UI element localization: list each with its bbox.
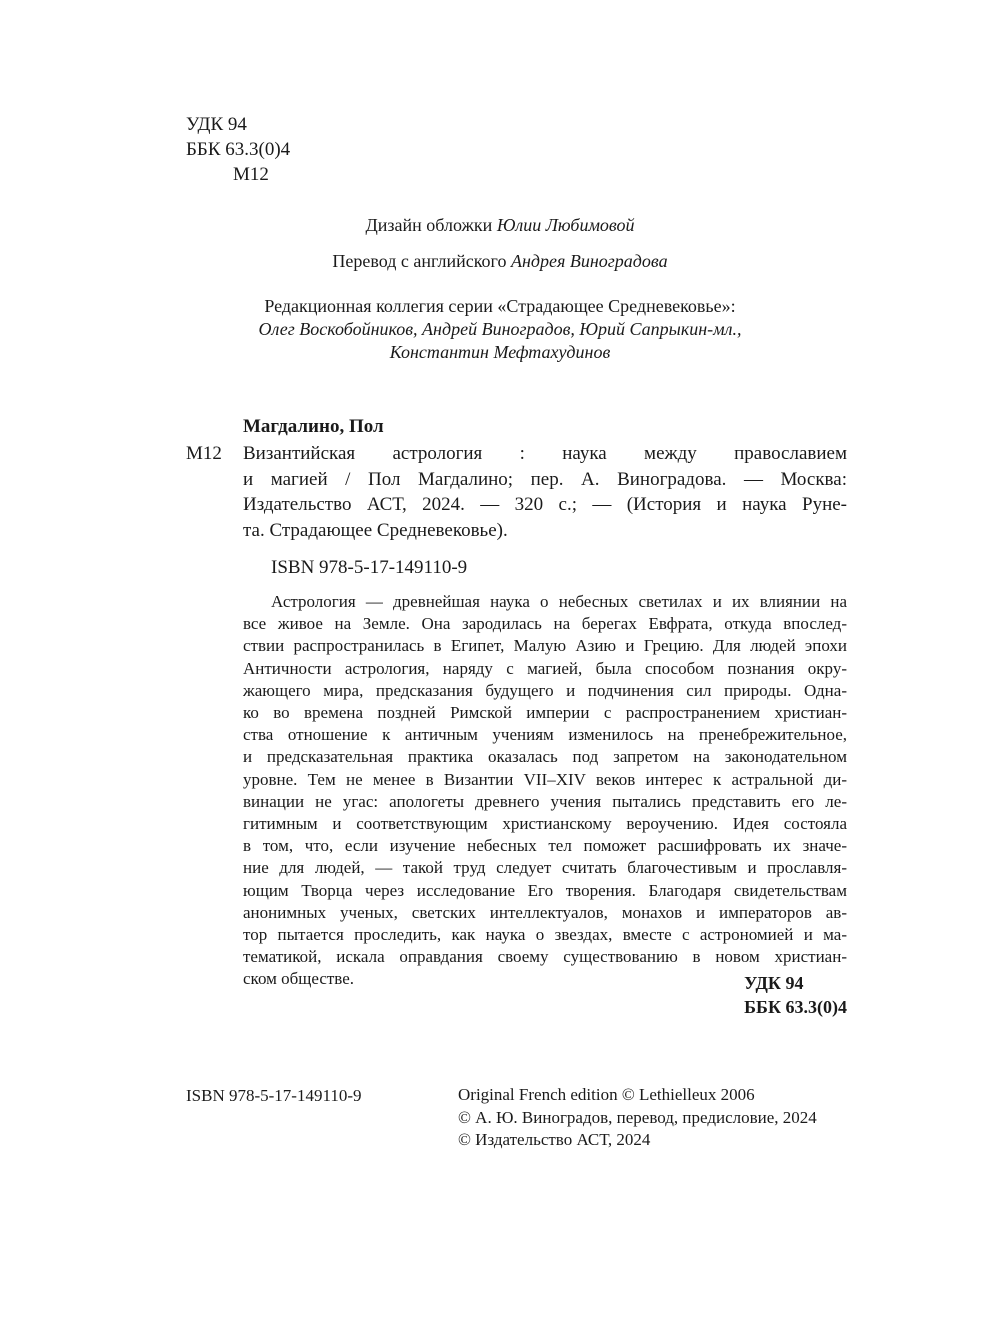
cover-design-credit: [0, 213, 1000, 237]
annotation-line: ском обществе.: [243, 969, 355, 989]
author-heading: Магдалино, Пол: [243, 416, 384, 437]
udk-code: УДК 94: [186, 114, 247, 135]
copyright-line: © Издательство АСТ, 2024: [458, 1130, 651, 1149]
annotation-line: ко во времена поздней Римской империи с распространением христиан-: [243, 703, 847, 723]
classification-bottom: [744, 971, 847, 1019]
editorial-board-names-line1: Олег Воскобойников, Андрей Виноградов, Юрий Сапрыкин-мл.,: [258, 319, 742, 339]
udk-code-bottom: УДК 94: [744, 973, 804, 993]
annotation-line: тематикой, искала оправдания своему существованию в новом христиан-: [243, 947, 847, 967]
annotation-line: ющим Творца через исследование Его творения. Благодаря свидетельствам: [243, 880, 847, 900]
translation-label: Перевод с английского: [332, 251, 511, 271]
isbn-main: ISBN 978-5-17-149110-9: [271, 557, 468, 578]
bib-line: и магией / Пол Магдалино; пер. А. Виноградова. — Москва:: [243, 468, 847, 490]
classification-top: [186, 112, 290, 187]
annotation-paragraph: [243, 591, 847, 991]
annotation-line: в том, что, если изучение небесных тел поможет расшифровать их значе-: [243, 836, 847, 856]
editorial-board-label: Редакционная коллегия серии «Страдающее Средневековье»:: [264, 296, 736, 316]
annotation-line: ства отношение к античным учениям изменилось на пренебрежительное,: [243, 725, 847, 745]
isbn-footer: ISBN 978-5-17-149110-9: [186, 1086, 362, 1105]
annotation-line: гитимным и соответствующим христианскому вероучению. Идея состояла: [243, 814, 847, 834]
annotation-line: жающего мира, предсказания будущего и подчинения сил природы. Одна-: [243, 680, 847, 700]
bbk-code: ББК 63.3(0)4: [186, 139, 291, 160]
bibliographic-description: [243, 441, 847, 543]
annotation-line: анонимных ученых, светских интеллектуалов, монахов и императоров ав-: [243, 902, 847, 922]
annotation-line: все живое на Земле. Она зародилась на берегах Евфрата, откуда впослед-: [243, 614, 847, 634]
annotation-line: Астрология — древнейшая наука о небесных светилах и их влиянии на: [271, 592, 847, 611]
author-mark: М12: [233, 164, 269, 185]
annotation-line: и предсказательная практика оказалась под запретом на законодательном: [243, 747, 847, 767]
editorial-board: [0, 295, 1000, 364]
copyright-notices: [458, 1084, 817, 1152]
bibliographic-author-mark: М12: [186, 443, 222, 464]
annotation-line: винации не угас: апологеты древнего учения пытались представить его ле-: [243, 791, 847, 811]
editorial-board-names-line2: Константин Мефтахудинов: [389, 342, 611, 362]
bib-line: Византийская астрология : наука между православием: [243, 443, 847, 464]
annotation-line: тор пытается проследить, как наука о звездах, вместе с астрономией и ма-: [243, 925, 847, 945]
annotation-line: ствии распространилась в Египет, Малую Азию и Грецию. Для людей эпохи: [243, 636, 847, 656]
copyright-line: Original French edition © Lethielleux 2006: [458, 1085, 755, 1104]
translation-credit: [0, 249, 1000, 273]
annotation-line: Античности астрология, наряду с магией, была способом познания окру-: [243, 658, 847, 678]
annotation-line: ние для людей, — такой труд следует считать благочестивым и прославля-: [243, 858, 847, 878]
annotation-line: уровне. Тем не менее в Византии VII–XIV веков интерес к астральной ди-: [243, 769, 847, 789]
bbk-code-bottom: ББК 63.3(0)4: [744, 997, 847, 1017]
translator-name: Андрея Виноградова: [510, 251, 668, 271]
cover-design-label: Дизайн обложки: [365, 215, 497, 235]
cover-designer-name: Юлии Любимовой: [496, 215, 635, 235]
bib-line: та. Страдающее Средневековье).: [243, 519, 508, 541]
bib-line: Издательство АСТ, 2024. — 320 с.; — (История и наука Руне-: [243, 494, 847, 515]
copyright-line: © А. Ю. Виноградов, перевод, предисловие, 2024: [458, 1107, 817, 1127]
